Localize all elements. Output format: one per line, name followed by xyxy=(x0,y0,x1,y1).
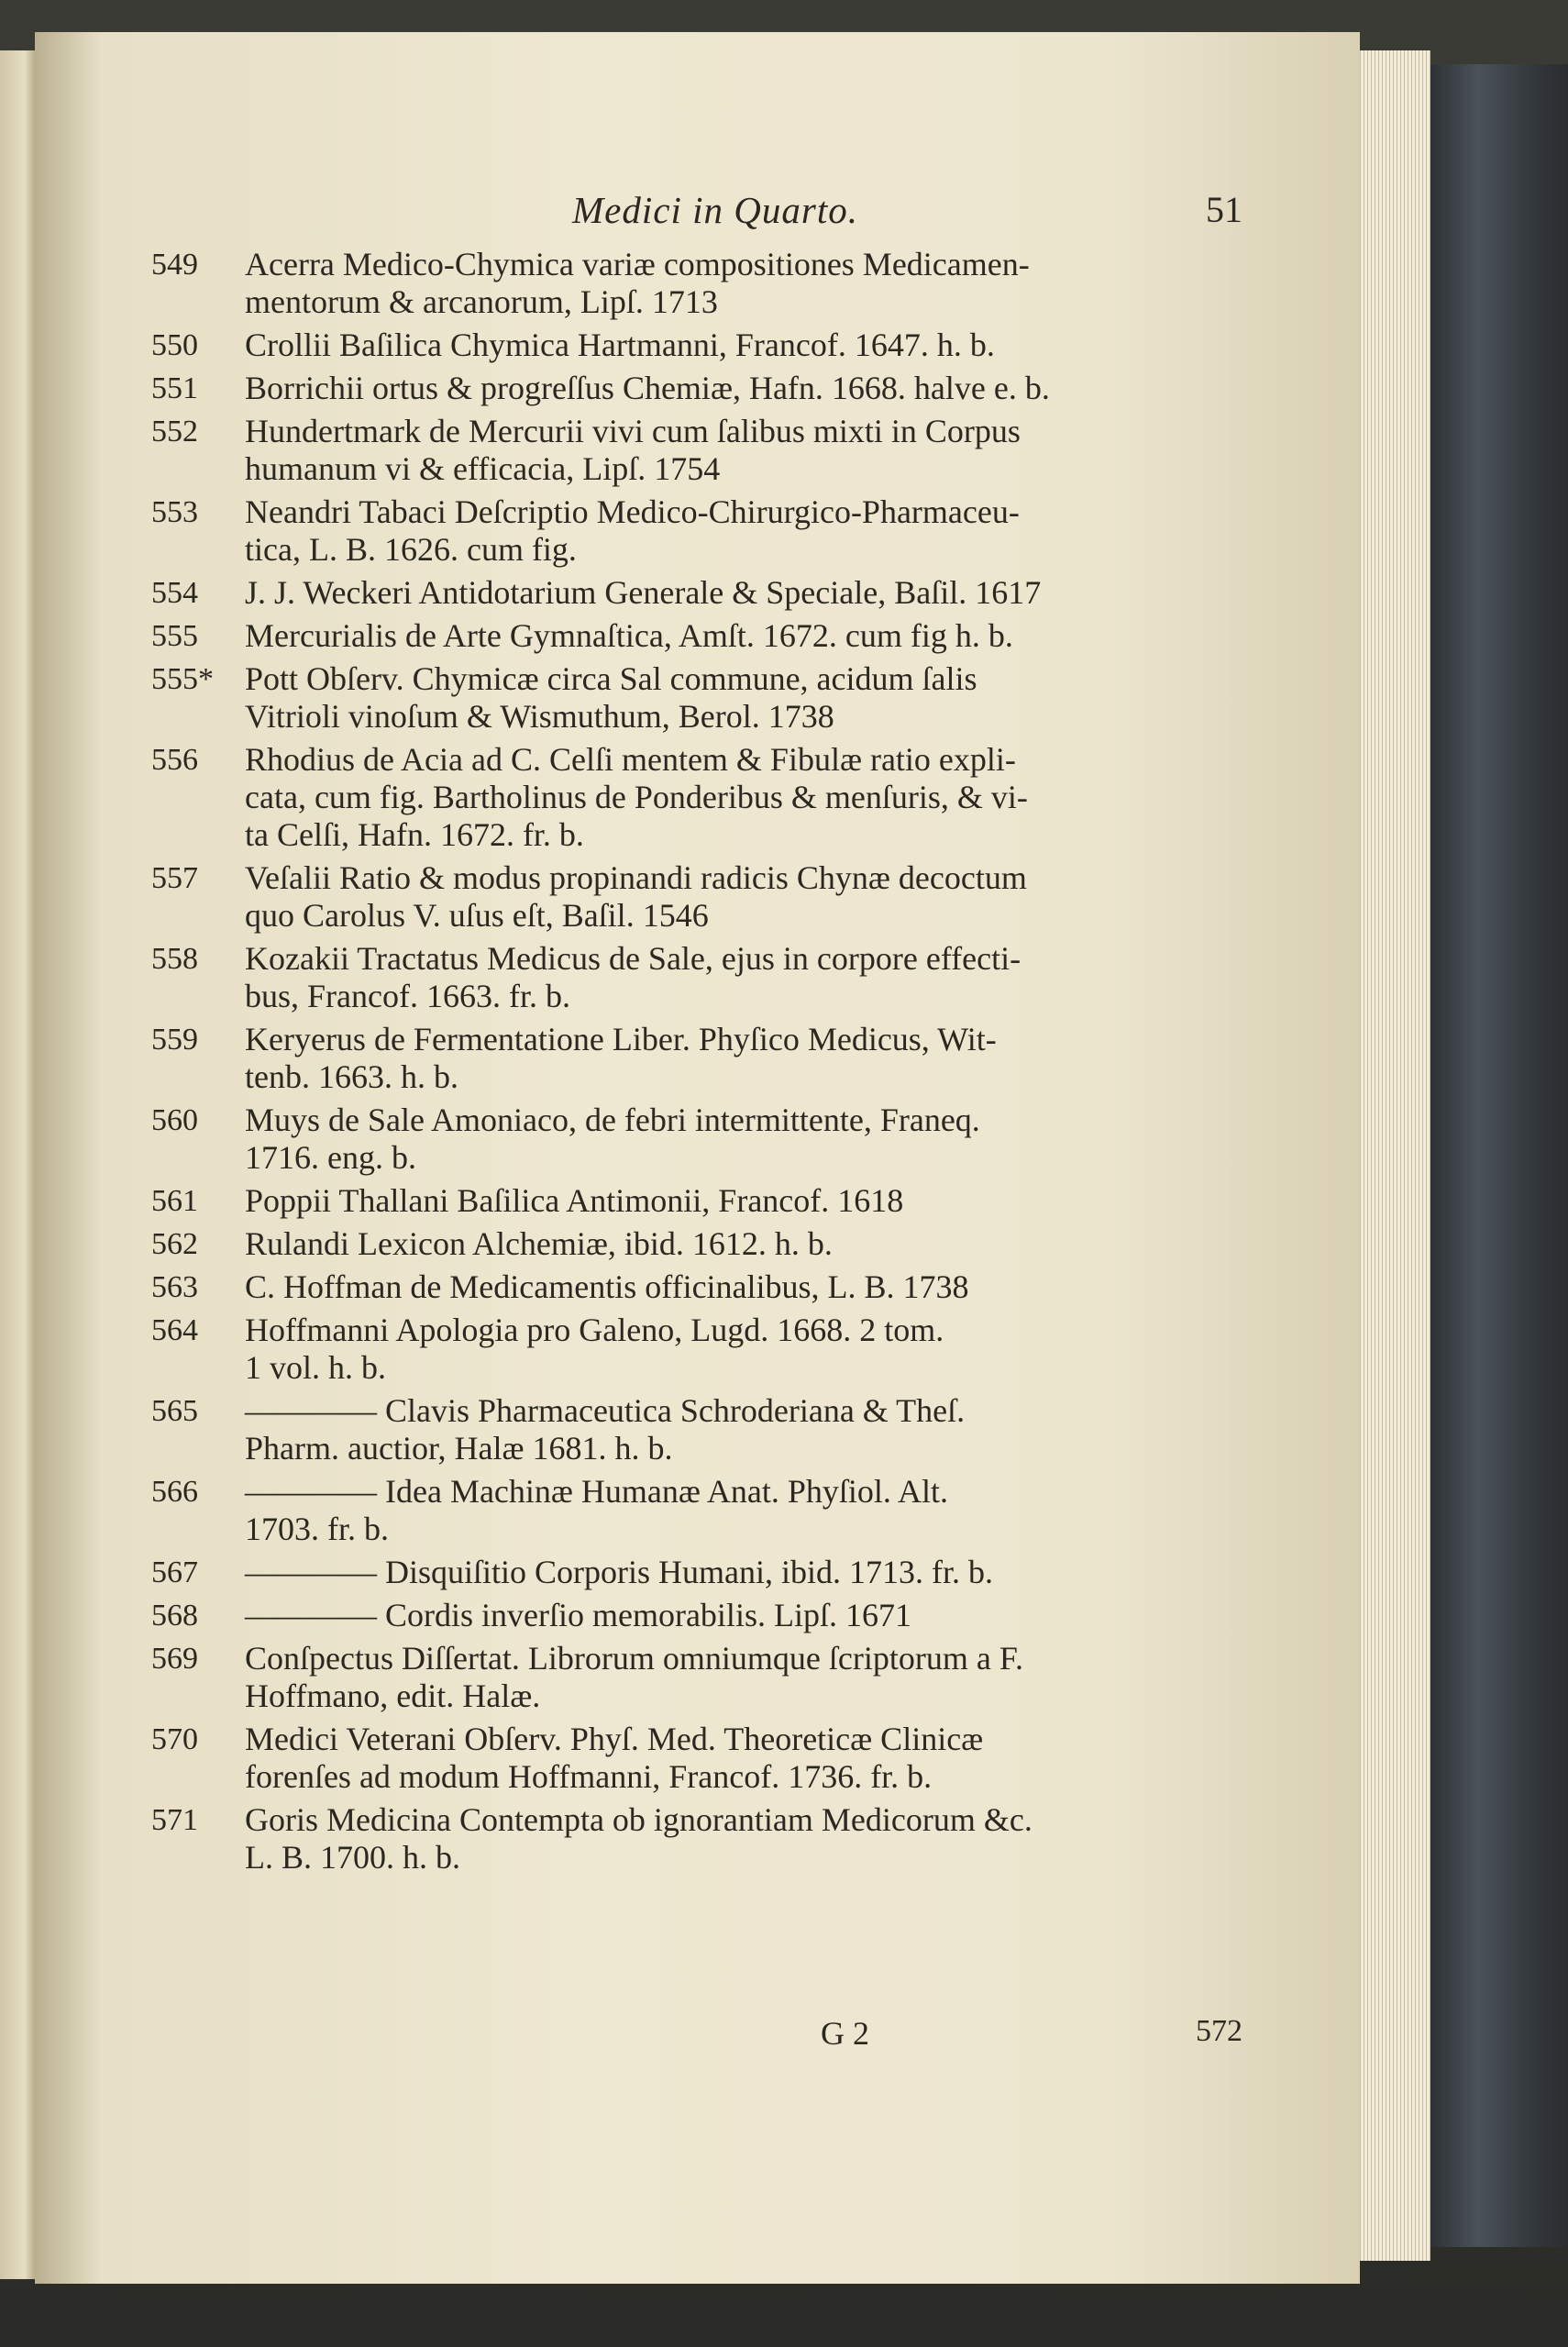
catchword: 572 xyxy=(1196,2014,1242,2048)
entry-text-line: 1703. fr. b. xyxy=(245,1511,389,1547)
entry-text-line: Pott Obſerv. Chymicæ circa Sal commune, acidum ſalis xyxy=(245,660,977,697)
entry-text-line: ———— Clavis Pharmaceutica Schroderiana & Theſ. xyxy=(245,1392,966,1429)
entry-text-line: mentorum & arcanorum, Lipſ. 1713 xyxy=(245,283,718,320)
entry-number: 565 xyxy=(151,1394,198,1428)
entry-text-line: Poppii Thallani Baſilica Antimonii, Francof. 1618 xyxy=(245,1182,904,1219)
catalogue-entry xyxy=(151,246,1238,321)
entry-text-line: cata, cum fig. Bartholinus de Ponderibus & menſuris, & vi- xyxy=(245,779,1028,815)
catalogue-entry xyxy=(151,327,1238,364)
entry-text-line: humanum vi & efficacia, Lipſ. 1754 xyxy=(245,450,721,487)
entry-number: 566 xyxy=(151,1475,198,1509)
catalogue-entry xyxy=(151,493,1238,569)
catalogue-entry xyxy=(151,1102,1238,1177)
entry-number: 569 xyxy=(151,1642,198,1676)
catalogue-entry xyxy=(151,1182,1238,1220)
catalogue-entry xyxy=(151,1392,1238,1467)
page-header xyxy=(188,188,1242,234)
page-footer xyxy=(188,2014,1242,2060)
entry-text-line: Kozakii Tractatus Medicus de Sale, ejus in corpore effecti- xyxy=(245,940,1021,977)
entry-text-line: L. B. 1700. h. b. xyxy=(245,1839,461,1876)
entry-number: 571 xyxy=(151,1803,198,1837)
entry-number: 568 xyxy=(151,1599,198,1633)
entry-text-line: J. J. Weckeri Antidotarium Generale & Speciale, Baſil. 1617 xyxy=(245,574,1042,611)
entry-text-line: tenb. 1663. h. b. xyxy=(245,1058,458,1095)
catalogue-entry xyxy=(151,741,1238,854)
catalogue-entry xyxy=(151,1225,1238,1263)
entry-text-line: Rulandi Lexicon Alchemiæ, ibid. 1612. h. b. xyxy=(245,1225,833,1262)
entry-text-line: Medici Veterani Obſerv. Phyſ. Med. Theoreticæ Clinicæ xyxy=(245,1721,984,1757)
entry-number: 556 xyxy=(151,743,198,777)
entry-text-line: quo Carolus V. uſus eſt, Baſil. 1546 xyxy=(245,897,709,934)
entry-text-line: 1 vol. h. b. xyxy=(245,1349,387,1386)
entry-text-line: Rhodius de Acia ad C. Celſi mentem & Fibulæ ratio expli- xyxy=(245,741,1016,778)
entry-text-line: Borrichii ortus & progreſſus Chemiæ, Hafn. 1668. halve e. b. xyxy=(245,370,1050,406)
catalogue-entry xyxy=(151,940,1238,1015)
catalogue-entry xyxy=(151,1640,1238,1715)
entry-text-line: tica, L. B. 1626. cum fig. xyxy=(245,531,577,568)
book-cover xyxy=(1430,64,1568,2247)
entry-number: 558 xyxy=(151,942,198,976)
entry-text-line: 1716. eng. b. xyxy=(245,1139,416,1176)
catalogue-entry xyxy=(151,1801,1238,1876)
entry-number: 551 xyxy=(151,371,198,405)
entry-text-line: Veſalii Ratio & modus propinandi radicis Chynæ decoctum xyxy=(245,859,1027,896)
entry-number: 564 xyxy=(151,1313,198,1347)
catalogue-entry xyxy=(151,859,1238,935)
entry-text-line: Crollii Baſilica Chymica Hartmanni, Francof. 1647. h. b. xyxy=(245,327,995,363)
entry-text-line: ———— Disquiſitio Corporis Humani, ibid. 1713. fr. b. xyxy=(245,1554,993,1590)
entry-number: 549 xyxy=(151,248,198,282)
entry-number: 552 xyxy=(151,415,198,448)
entry-text-line: Acerra Medico-Chymica variæ compositiones Medicamen- xyxy=(245,246,1030,282)
entry-number: 553 xyxy=(151,495,198,529)
entry-number: 562 xyxy=(151,1227,198,1261)
catalogue-entry xyxy=(151,1312,1238,1387)
entry-number: 559 xyxy=(151,1023,198,1057)
catalogue-entry xyxy=(151,574,1238,612)
entry-text-line: Neandri Tabaci Deſcriptio Medico-Chirurgico-Pharmaceu- xyxy=(245,493,1020,530)
entry-text-line: Keryerus de Fermentatione Liber. Phyſico Medicus, Wit- xyxy=(245,1021,997,1057)
entry-text-line: Pharm. auctior, Halæ 1681. h. b. xyxy=(245,1430,673,1467)
entry-text-line: ta Celſi, Hafn. 1672. fr. b. xyxy=(245,816,584,853)
entry-text-line: ———— Idea Machinæ Humanæ Anat. Phyſiol. Alt. xyxy=(245,1473,948,1510)
entry-number: 550 xyxy=(151,328,198,362)
entry-number: 567 xyxy=(151,1555,198,1589)
catalogue-entry xyxy=(151,1597,1238,1634)
catalogue-entry xyxy=(151,1721,1238,1796)
entry-number: 570 xyxy=(151,1722,198,1756)
entry-number: 560 xyxy=(151,1103,198,1137)
entry-number: 563 xyxy=(151,1270,198,1304)
entry-text-line: C. Hoffman de Medicamentis officinalibus, L. B. 1738 xyxy=(245,1268,969,1305)
catalogue-entry xyxy=(151,660,1238,736)
catalogue-entry xyxy=(151,1473,1238,1548)
entry-text-line: Goris Medicina Contempta ob ignorantiam Medicorum &c. xyxy=(245,1801,1032,1838)
catalogue-entry xyxy=(151,1554,1238,1591)
entry-text-line: forenſes ad modum Hoffmanni, Francof. 1736. fr. b. xyxy=(245,1758,933,1795)
entry-text-line: bus, Francof. 1663. fr. b. xyxy=(245,978,570,1014)
entry-number: 561 xyxy=(151,1184,198,1218)
entry-number: 557 xyxy=(151,861,198,895)
entry-number: 554 xyxy=(151,576,198,610)
catalogue-entry xyxy=(151,370,1238,407)
entry-text-line: Muys de Sale Amoniaco, de febri intermittente, Franeq. xyxy=(245,1102,980,1138)
entry-number: 555* xyxy=(151,662,214,696)
catalogue-entry xyxy=(151,413,1238,488)
catalogue-entry xyxy=(151,617,1238,655)
entry-number: 555 xyxy=(151,619,198,653)
page-number: 51 xyxy=(1206,189,1242,230)
entry-text-line: Conſpectus Diſſertat. Librorum omniumque ſcriptorum a F. xyxy=(245,1640,1023,1677)
signature-mark: G 2 xyxy=(821,2015,869,2052)
catalogue-entry xyxy=(151,1268,1238,1306)
catalogue-entry xyxy=(151,1021,1238,1096)
catalogue-entries xyxy=(151,246,1238,1882)
entry-text-line: Hundertmark de Mercurii vivi cum ſalibus mixti in Corpus xyxy=(245,413,1021,449)
page-stack-edge xyxy=(1357,50,1430,2261)
entry-text-line: Hoffmanni Apologia pro Galeno, Lugd. 1668. 2 tom. xyxy=(245,1312,944,1348)
entry-text-line: Mercurialis de Arte Gymnaſtica, Amſt. 1672. cum fig h. b. xyxy=(245,617,1013,654)
entry-text-line: Hoffmano, edit. Halæ. xyxy=(245,1677,541,1714)
left-page-edge xyxy=(0,50,35,2279)
running-title: Medici in Quarto. xyxy=(572,189,858,231)
entry-text-line: ———— Cordis inverſio memorabilis. Lipſ. 1671 xyxy=(245,1597,911,1633)
entry-text-line: Vitrioli vinoſum & Wismuthum, Berol. 1738 xyxy=(245,698,834,735)
